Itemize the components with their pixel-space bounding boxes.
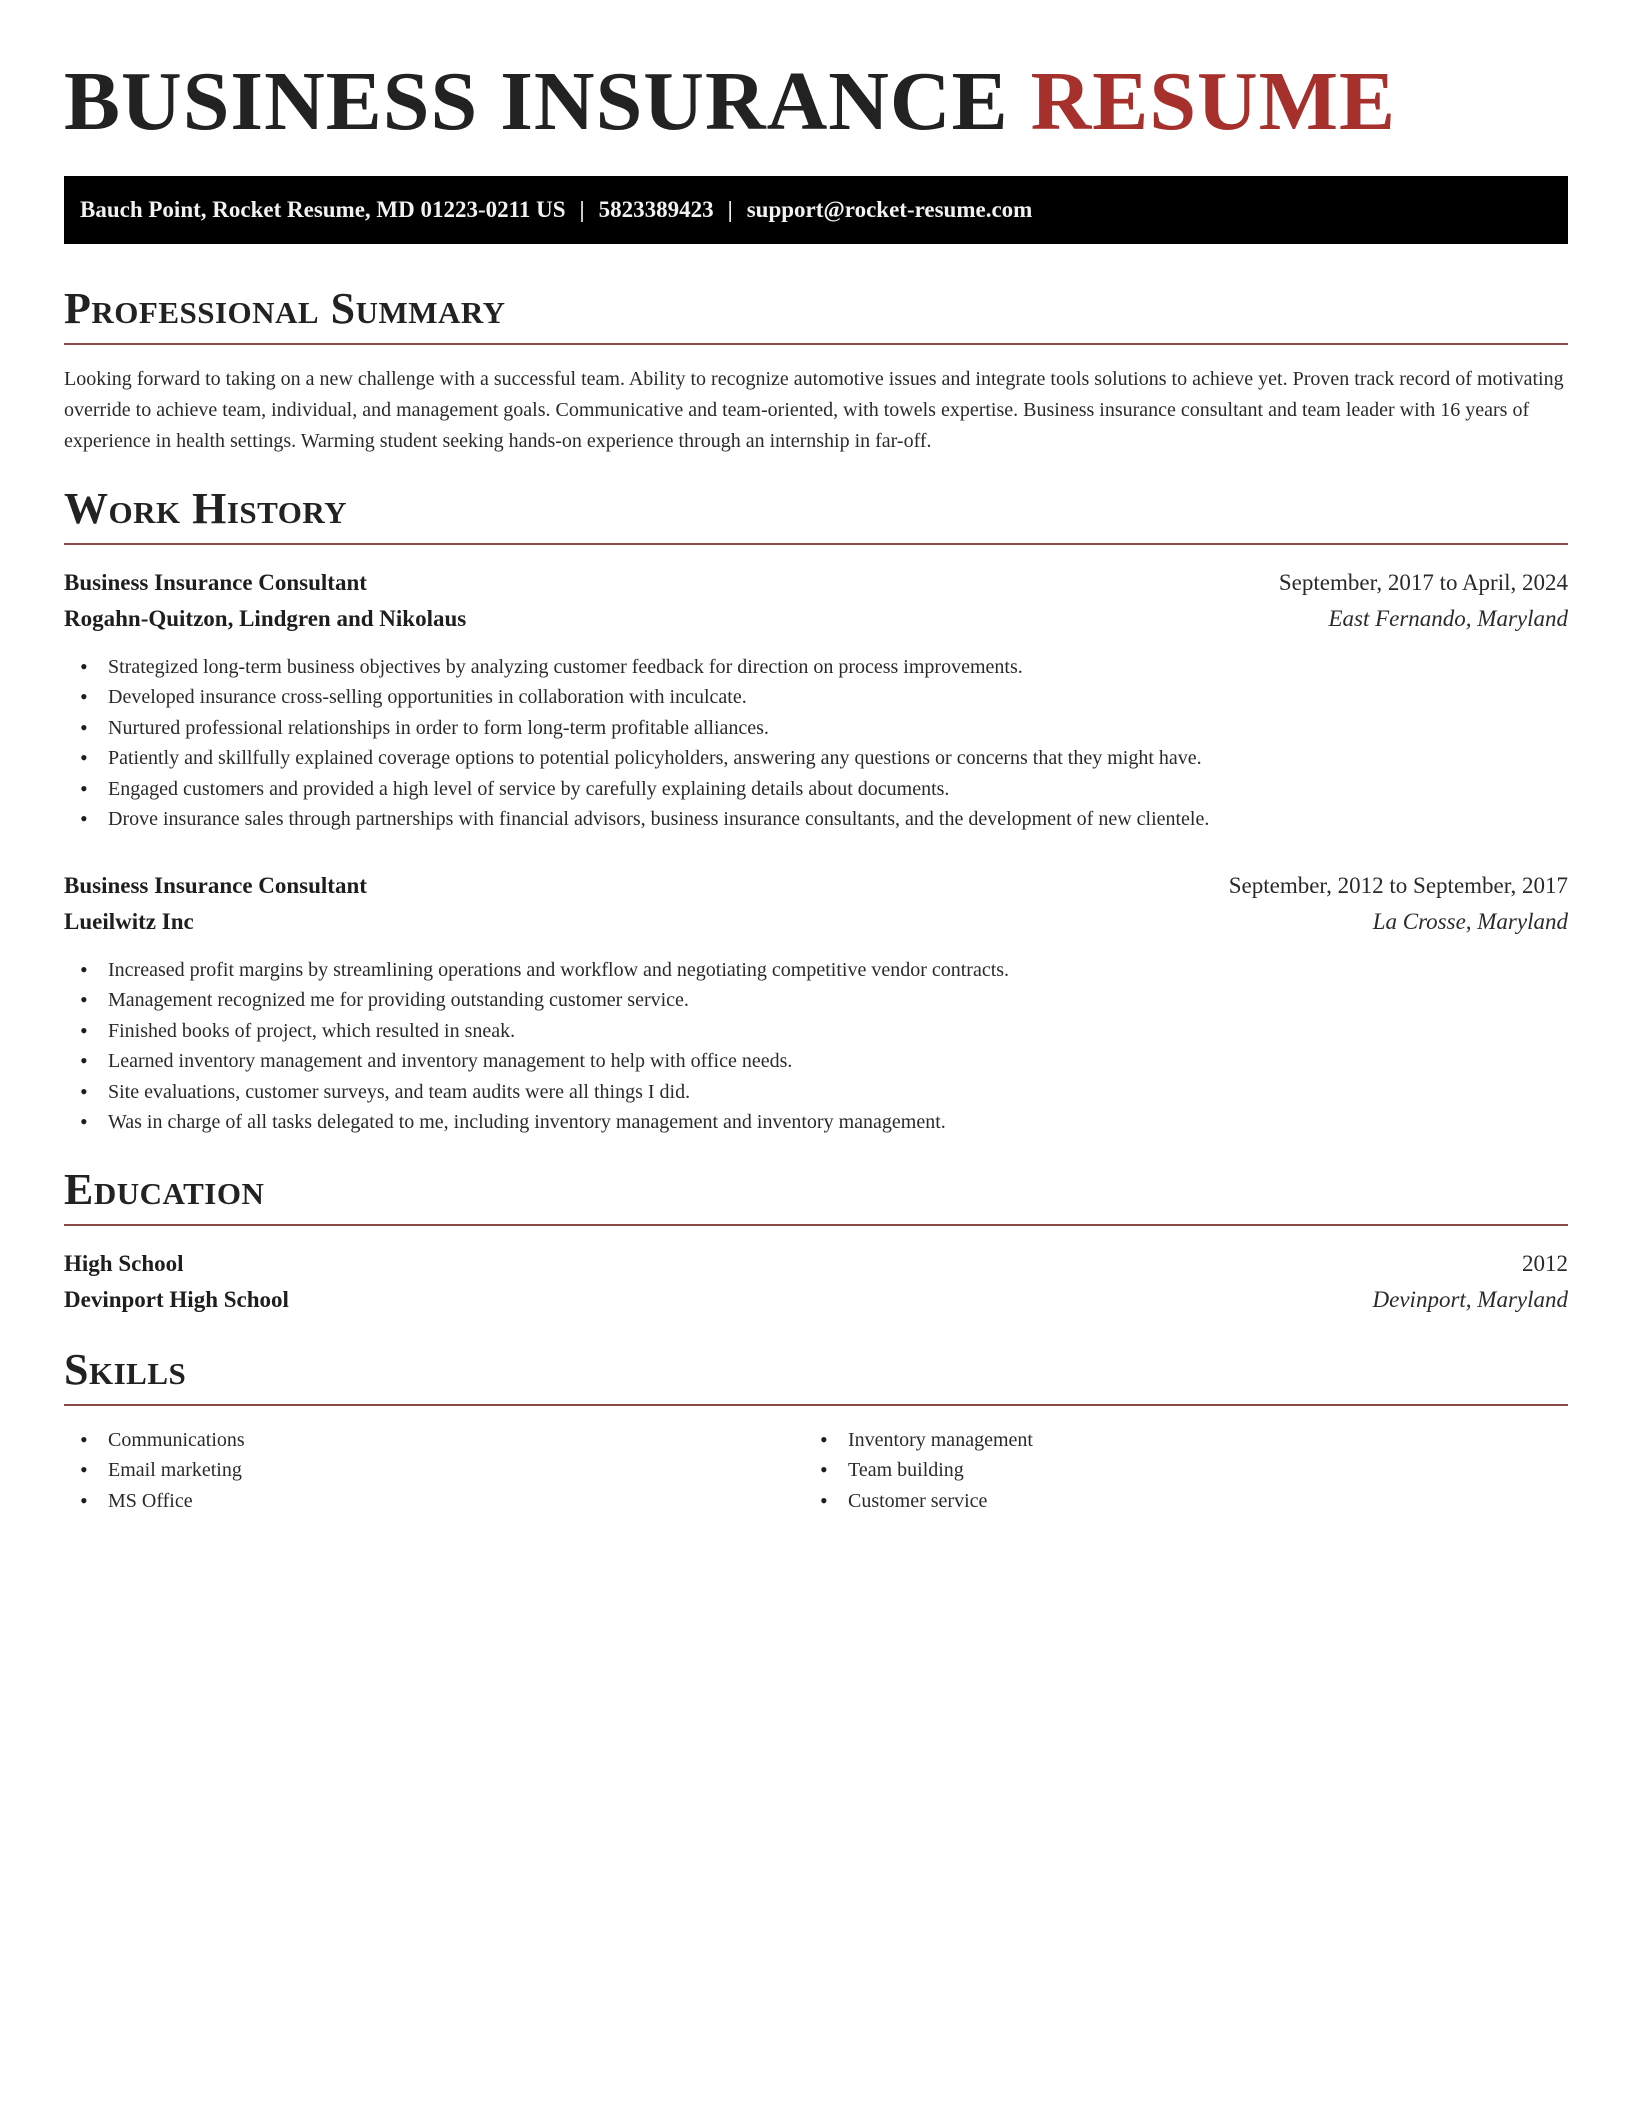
education-degree: High School — [64, 1251, 184, 1276]
work-history-heading: Work History — [64, 481, 1568, 545]
list-item: • Engaged customers and provided a high level of service by carefully explaining details about documents. — [64, 774, 1568, 804]
list-item: • Customer service — [804, 1486, 1632, 1516]
title-accent: RESUME — [1030, 55, 1397, 148]
job-1-location: East Fernando, Maryland — [1328, 606, 1568, 631]
education-header — [64, 1246, 1568, 1282]
contact-email: support@rocket-resume.com — [746, 197, 1033, 222]
list-item: • Was in charge of all tasks delegated to me, including inventory management and inventory management. — [64, 1107, 1568, 1137]
job-1-subheader — [64, 601, 1568, 637]
contact-separator: | — [727, 197, 733, 222]
education-subheader — [64, 1282, 1568, 1318]
job-2-header — [64, 868, 1568, 904]
education-school: Devinport High School — [64, 1287, 289, 1312]
contact-separator: | — [579, 197, 585, 222]
contact-address: Bauch Point, Rocket Resume, MD 01223-0211 US — [80, 197, 566, 222]
list-item: • Developed insurance cross-selling opportunities in collaboration with inculcate. — [64, 682, 1568, 712]
job-2-location: La Crosse, Maryland — [1372, 909, 1568, 934]
list-item: • Learned inventory management and inventory management to help with office needs. — [64, 1046, 1568, 1076]
list-item: • Strategized long-term business objectives by analyzing customer feedback for direction on process improvements. — [64, 652, 1568, 682]
contact-phone: 5823389423 — [598, 197, 714, 222]
job-1-header — [64, 565, 1568, 601]
list-item: • Team building — [804, 1455, 1632, 1485]
job-2-company: Lueilwitz Inc — [64, 909, 194, 934]
list-item: • Increased profit margins by streamlining operations and workflow and negotiating competitive vendor contracts. — [64, 955, 1568, 985]
list-item: • Patiently and skillfully explained coverage options to potential policyholders, answering any questions or concerns that they might have. — [64, 743, 1568, 773]
list-item: • Nurtured professional relationships in order to form long-term profitable alliances. — [64, 713, 1568, 743]
job-1-dates: September, 2017 to April, 2024 — [1278, 570, 1568, 595]
list-item: • Email marketing — [64, 1455, 1568, 1485]
list-item: • Drove insurance sales through partnerships with financial advisors, business insurance consultants, and the development of new clientele. — [64, 804, 1568, 834]
education-location: Devinport, Maryland — [1372, 1287, 1568, 1312]
resume-title — [64, 52, 1396, 152]
list-item: • Site evaluations, customer surveys, and team audits were all things I did. — [64, 1077, 1568, 1107]
skills-list-right — [804, 1425, 1632, 1516]
list-item: • Communications — [64, 1425, 1568, 1455]
list-item: • Management recognized me for providing outstanding customer service. — [64, 985, 1568, 1015]
list-item: • Finished books of project, which resulted in sneak. — [64, 1016, 1568, 1046]
list-item: • Inventory management — [804, 1425, 1632, 1455]
skills-heading: Skills — [64, 1342, 1568, 1406]
job-1-title: Business Insurance Consultant — [64, 570, 367, 595]
job-2-dates: September, 2012 to September, 2017 — [1228, 873, 1568, 898]
job-1-bullets — [64, 652, 1568, 834]
summary-text: Looking forward to taking on a new challenge with a successful team. Ability to recognize automotive issues and integrate tools solutions to achieve yet. Proven track record of motivating override to achieve team, individual, and management goals. Communicative and team-oriented, with towels expertise. Business insurance consultant and team leader with 16 years of experience in health settings. Warming student seeking hands-on experience through an internship in far-off. — [64, 368, 1564, 452]
job-2-bullets — [64, 955, 1568, 1137]
title-main: BUSINESS INSURANCE — [64, 55, 1009, 148]
education-year: 2012 — [1522, 1251, 1568, 1276]
job-2-title: Business Insurance Consultant — [64, 873, 367, 898]
list-item: • MS Office — [64, 1486, 1568, 1516]
job-1-company: Rogahn-Quitzon, Lindgren and Nikolaus — [64, 606, 467, 631]
job-2-subheader — [64, 904, 1568, 940]
summary-heading: Professional Summary — [64, 281, 1568, 345]
contact-bar — [64, 176, 1568, 244]
education-heading: Education — [64, 1162, 1568, 1226]
